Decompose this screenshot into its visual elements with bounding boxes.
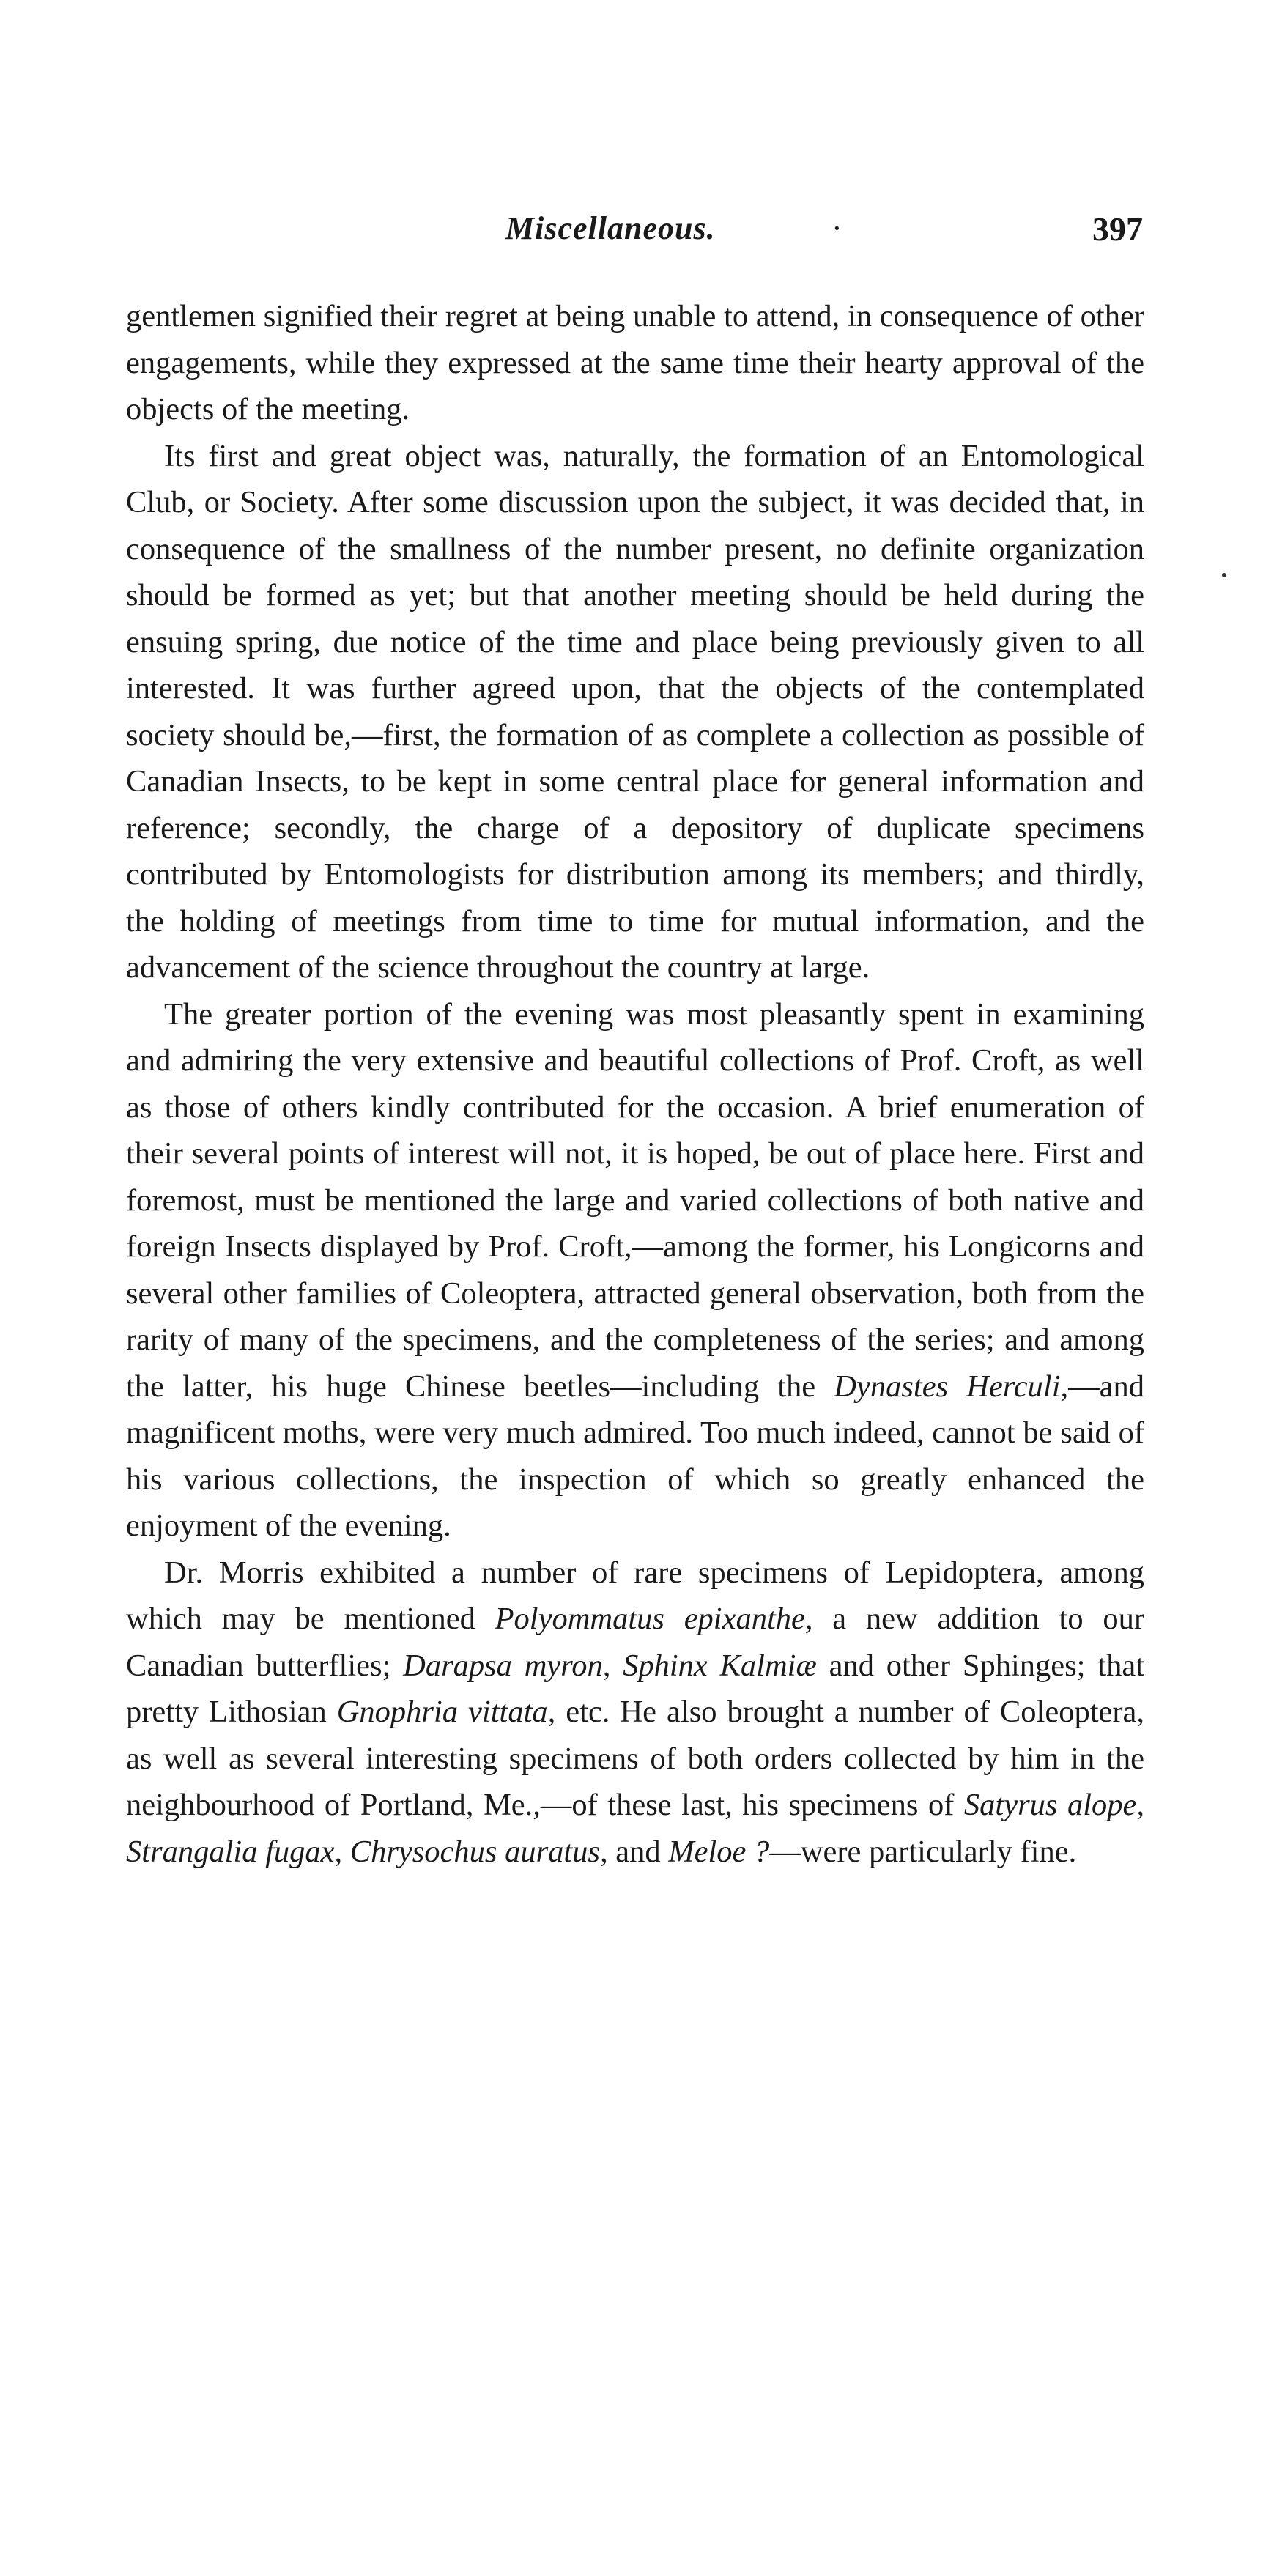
- species-name: Dynastes Herculi,: [834, 1369, 1069, 1404]
- body-text: [126, 293, 1144, 1875]
- header-separator: ·: [831, 210, 842, 246]
- paragraph-3: [126, 991, 1144, 1550]
- paragraph-4-text-a: Dr. Morris exhibited a number of rare specimens of Lepidoptera, among which may be mentioned: [126, 1555, 1144, 1636]
- margin-mark: [1222, 573, 1226, 577]
- paragraph-2-text: Its first and great object was, naturally, the formation of an Entomological Club, or Society. After some discussion upon the subject, it was decided that, in consequence of the smallness of the number present, no definite organization should be formed as yet; but that another meeting should be held during the ensuing spring, due notice of the time and place being previously given to all interested. It was further agreed upon, that the objects of the contemplated society should be,—first, the formation of as complete a collection as possible of Canadian Insects, to be kept in some central place for general information and reference; secondly, the charge of a depository of duplicate specimens contributed by Entomologists for distribution among its members; and thirdly, the holding of meetings from time to time for mutual information, and the advancement of the science throughout the country at large.: [126, 438, 1144, 985]
- paragraph-4-text-b: a new addition to our Canadian butterflies;: [126, 1602, 1144, 1683]
- species-name: Satyrus alope, Strangalia fugax, Chrysochus auratus,: [126, 1788, 1144, 1869]
- paragraph-2: [126, 433, 1144, 991]
- paragraph-4-text-f: —were particularly fine.: [769, 1834, 1077, 1869]
- paragraph-4-text-d: etc. He also brought a number of Coleoptera, as well as several interesting specimens of both orders collected by him in the neighbourhood of Portland, Me.,—of these last, his specimens of: [126, 1695, 1145, 1822]
- species-name: Gnophria vittata,: [336, 1695, 556, 1729]
- species-name: Polyommatus epixanthe,: [495, 1602, 813, 1636]
- page-number: 397: [1092, 210, 1143, 248]
- paragraph-1-text: gentlemen signified their regret at being unable to attend, in consequence of other engagements, while they expressed at the same time their hearty approval of the objects of the meeting.: [126, 299, 1144, 426]
- running-title: Miscellaneous.: [505, 210, 716, 246]
- species-name: Meloe ?: [668, 1834, 770, 1869]
- species-name: Darapsa myron, Sphinx Kalmiæ: [403, 1648, 817, 1683]
- running-head: [125, 210, 1143, 261]
- paragraph-3-text-a: The greater portion of the evening was most pleasantly spent in examining and admiring the very extensive and beautiful collections of Prof. Croft, as well as those of others kindly contributed for the occasion. A brief enumeration of their several points of interest will not, it is hoped, be out of place here. First and foremost, must be mentioned the large and varied collections of both native and foreign Insects displayed by Prof. Croft,—among the former, his Longicorns and several other families of Coleoptera, attracted general observation, both from the rarity of many of the specimens, and the completeness of the series; and among the latter, his huge Chinese beetles—including the: [126, 996, 1144, 1404]
- paragraph-4-text-e: and: [607, 1834, 669, 1869]
- paragraph-4-text-c: and other Sphinges; that pretty Lithosian: [126, 1648, 1144, 1729]
- paragraph-4: [126, 1550, 1144, 1876]
- paragraph-3-text-b: —and magnificent moths, were very much admired. Too much indeed, cannot be said of his various collections, the inspection of which so greatly enhanced the enjoyment of the evening.: [126, 1369, 1144, 1543]
- paragraph-1: [126, 293, 1144, 433]
